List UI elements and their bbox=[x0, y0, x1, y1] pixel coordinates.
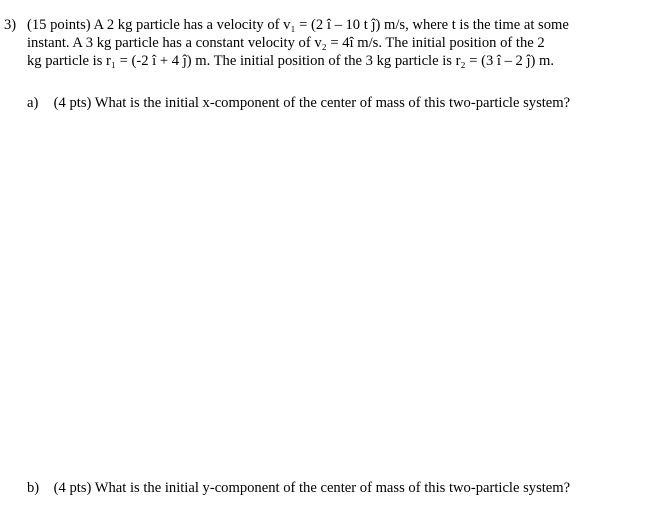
problem-number: 3) bbox=[4, 17, 17, 33]
problem-line-1 bbox=[4, 16, 668, 34]
problem-statement bbox=[4, 16, 668, 70]
part-b-label: b) bbox=[27, 480, 40, 496]
part-a-label: a) bbox=[27, 95, 39, 111]
part-b-text: (4 pts) What is the initial y-component of the center of mass of this two-particle system? bbox=[53, 480, 571, 496]
question-part-a bbox=[4, 94, 570, 112]
problem-text-line-1: (15 points) A 2 kg particle has a velocity of v₁ = (2 î – 10 t ĵ) m/s, where t is the time at some bbox=[27, 17, 569, 33]
problem-text-line-3: kg particle is r₁ = (-2 î + 4 ĵ) m. The initial position of the 3 kg particle is r₂ = (3 î – 2 ĵ) m. bbox=[27, 53, 555, 69]
question-part-b bbox=[4, 479, 570, 497]
part-a-text: (4 pts) What is the initial x-component of the center of mass of this two-particle system? bbox=[53, 95, 571, 111]
problem-line-3 bbox=[4, 52, 668, 70]
problem-line-2 bbox=[4, 34, 668, 52]
problem-text-line-2: instant. A 3 kg particle has a constant velocity of v₂ = 4î m/s. The initial position of the 2 bbox=[27, 35, 545, 51]
